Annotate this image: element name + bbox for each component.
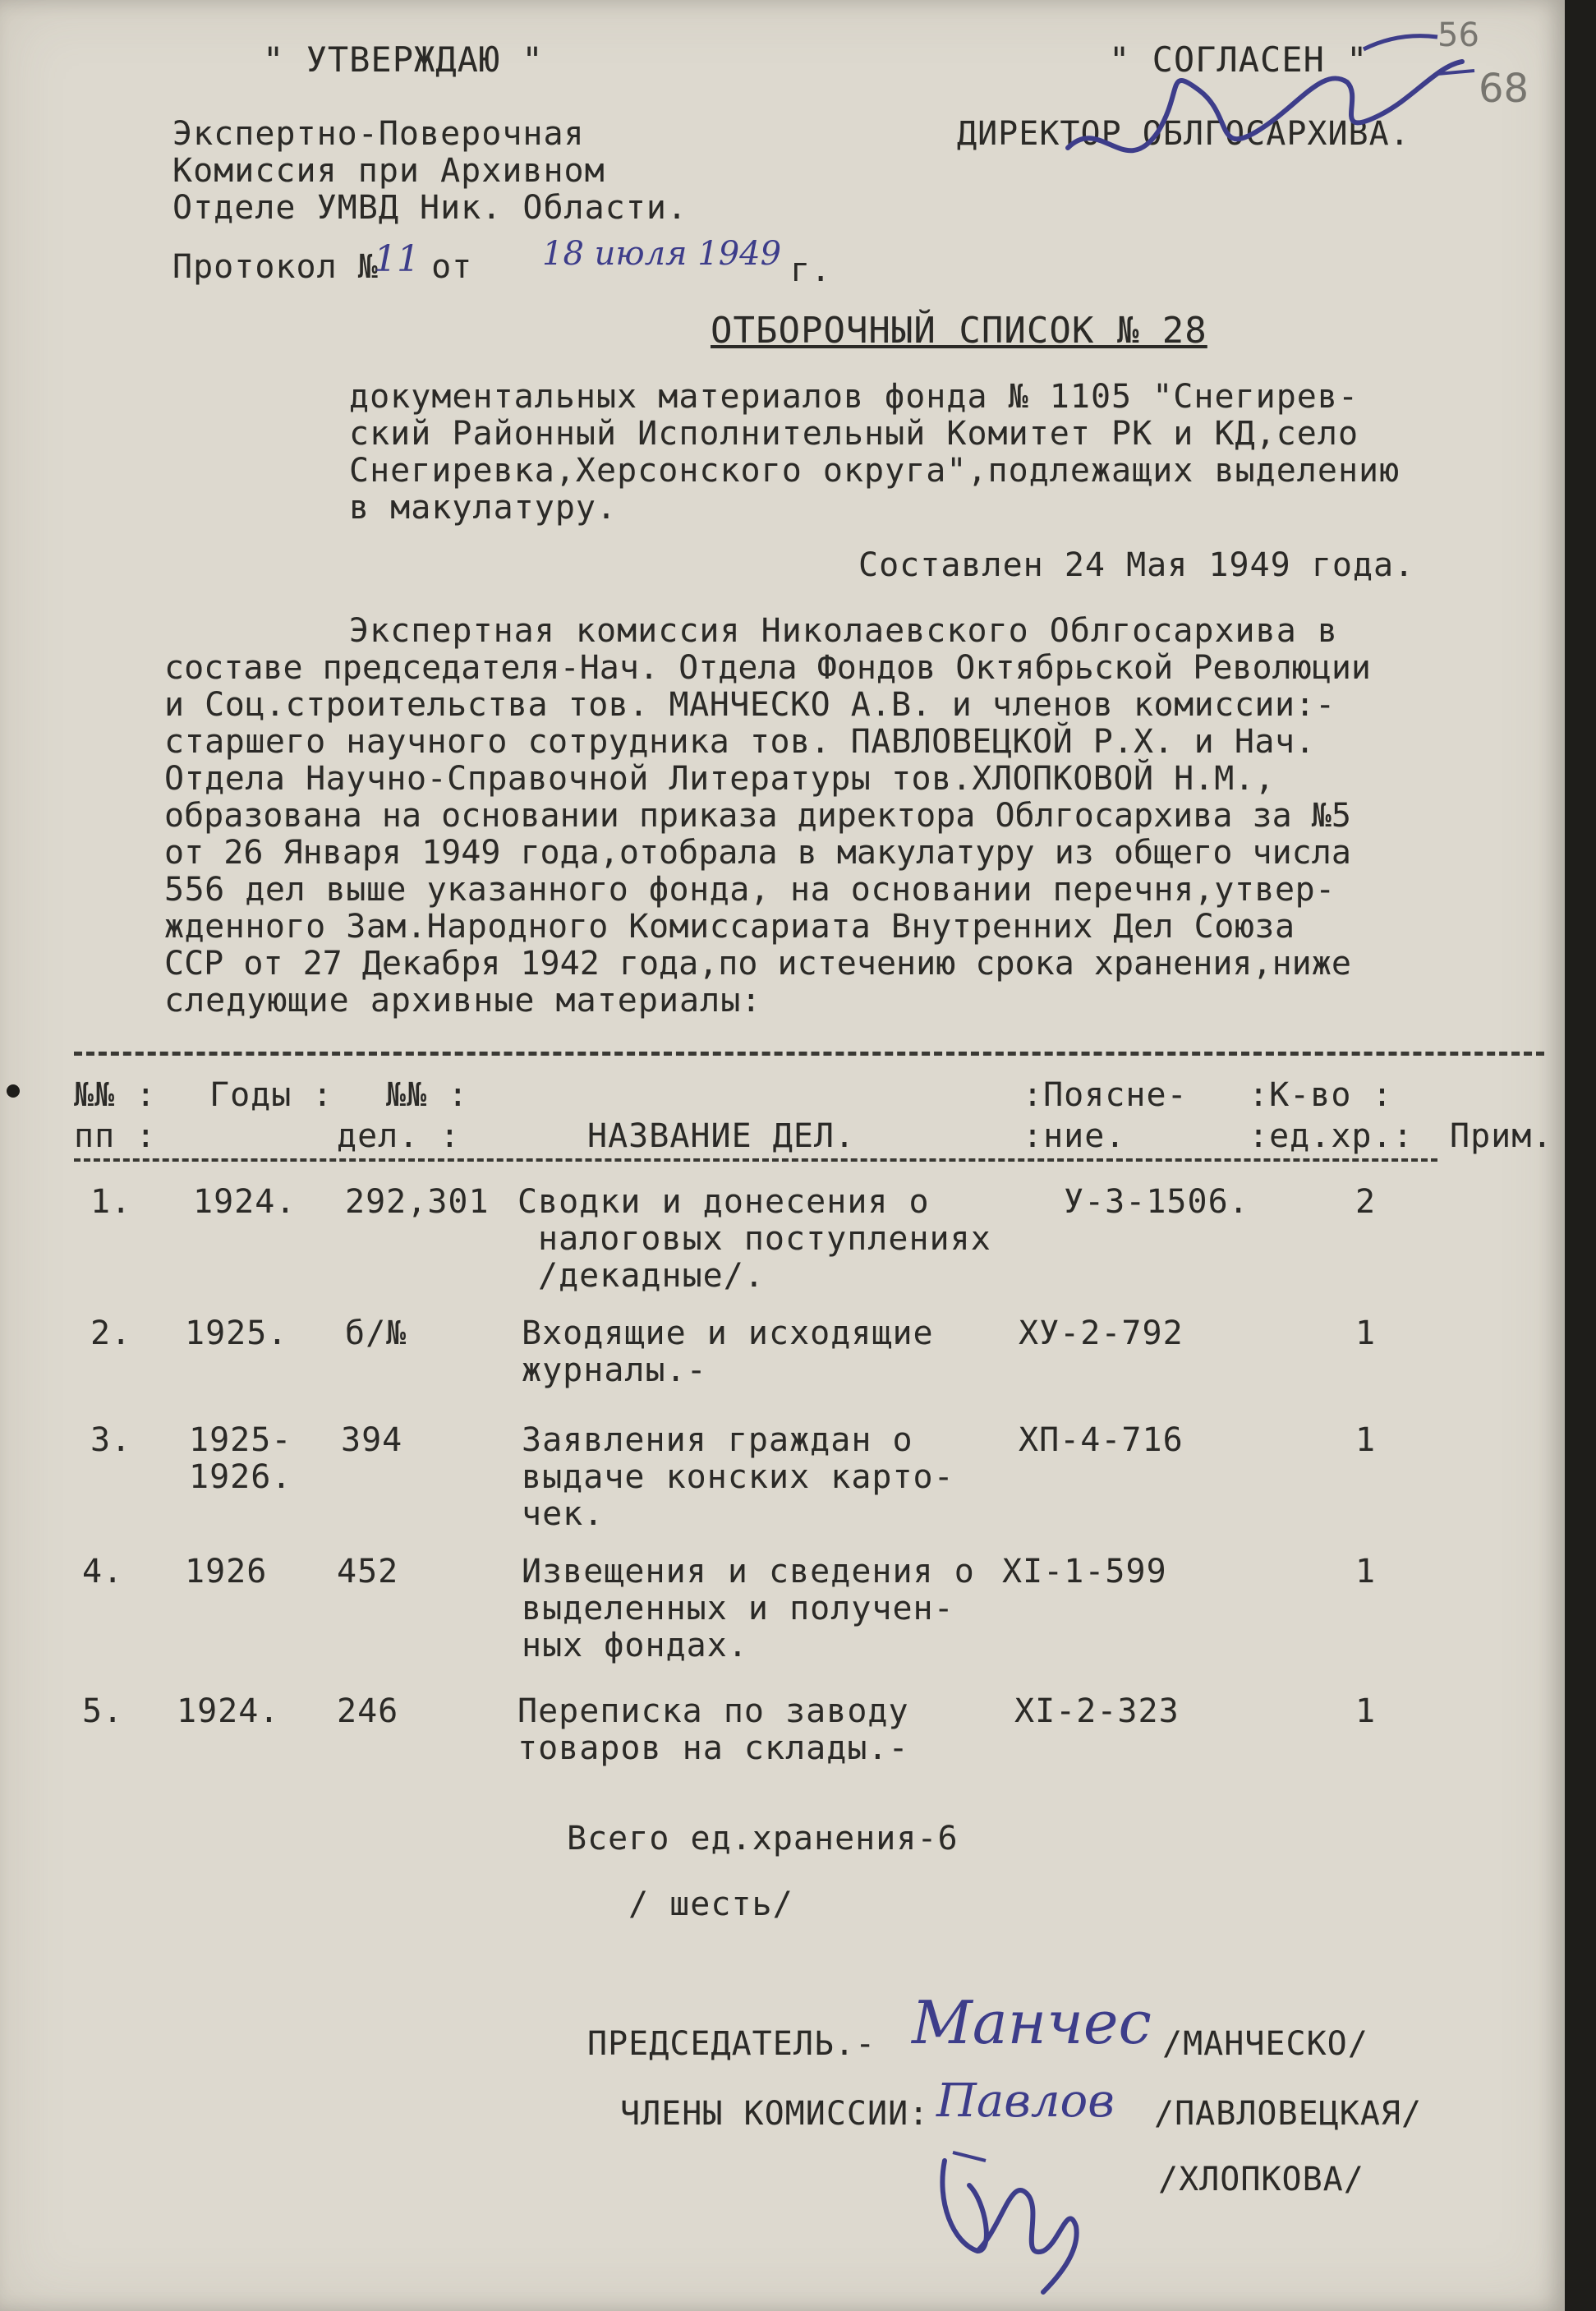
member1-signature: Павлов bbox=[936, 2074, 1115, 2128]
agreed-label: " СОГЛАСЕН " bbox=[1109, 39, 1368, 80]
member2-name: /ХЛОПКОВА/ bbox=[1158, 2161, 1364, 2198]
row-cases: 246 bbox=[337, 1692, 399, 1730]
row-title-line-1: Заявления граждан о bbox=[522, 1421, 913, 1459]
chairman-signature: Манчес bbox=[912, 1988, 1152, 2057]
members-label: ЧЛЕНЫ КОМИССИИ: bbox=[620, 2095, 930, 2133]
body-line-2: составе председателя-Нач. Отдела Фондов Октябрьской Революции bbox=[164, 649, 1372, 687]
row-notes: ХП-4-716 bbox=[1019, 1421, 1184, 1459]
row-years: 1925. bbox=[185, 1314, 288, 1352]
chairman-name: /МАНЧЕСКО/ bbox=[1162, 2025, 1368, 2063]
row-title-line-2: налоговых поступлениях bbox=[538, 1220, 991, 1258]
row-units: 1 bbox=[1355, 1553, 1377, 1591]
row-cases: 394 bbox=[341, 1421, 403, 1459]
header-cases-1: №№ : bbox=[386, 1076, 469, 1114]
row-cases: б/№ bbox=[345, 1314, 407, 1352]
approved-org-line-1: Экспертно-Поверочная bbox=[172, 115, 585, 153]
row-title-line-1: Переписка по заводу bbox=[517, 1692, 909, 1730]
row-cases: 292,301 bbox=[345, 1183, 490, 1221]
header-cases-2: дел. : bbox=[337, 1117, 461, 1155]
header-title: НАЗВАНИЕ ДЕЛ. bbox=[587, 1117, 856, 1155]
protocol-middle: от bbox=[411, 248, 494, 286]
header-remark: Прим. bbox=[1450, 1117, 1553, 1155]
punch-hole bbox=[7, 1084, 20, 1098]
total-units-words: / шесть/ bbox=[628, 1885, 793, 1923]
member2-signature bbox=[920, 2128, 1101, 2309]
row-units: 1 bbox=[1355, 1692, 1377, 1730]
director-signature bbox=[1051, 16, 1479, 181]
header-num-2: пп : bbox=[74, 1117, 157, 1155]
row-years: 1924. bbox=[177, 1692, 280, 1730]
subtitle-line-4: в макулатуру. bbox=[349, 489, 618, 527]
row-units: 2 bbox=[1355, 1183, 1377, 1221]
row-title-line-2: товаров на склады.- bbox=[517, 1729, 909, 1767]
row-years-line-1: 1925- bbox=[189, 1421, 292, 1459]
body-line-9: жденного Зам.Народного Комиссариата Внутренних Дел Союза bbox=[164, 908, 1295, 946]
compiled-date: Составлен 24 Мая 1949 года. bbox=[858, 546, 1415, 584]
member1-name: /ПАВЛОВЕЦКАЯ/ bbox=[1154, 2095, 1423, 2133]
row-years: 1926 bbox=[185, 1553, 268, 1591]
row-title-line-1: Входящие и исходящие bbox=[522, 1314, 934, 1352]
agreed-org: ДИРЕКТОР ОБЛГОСАРХИВА. bbox=[957, 115, 1410, 153]
row-notes: XI-1-599 bbox=[1002, 1553, 1167, 1591]
row-num: 2. bbox=[90, 1314, 132, 1352]
body-line-11: следующие архивные материалы: bbox=[164, 982, 762, 1020]
row-title-line-3: ных фондах. bbox=[522, 1627, 748, 1664]
body-line-4: старшего научного сотрудника тов. ПАВЛОВЕЦКОЙ Р.Х. и Нач. bbox=[164, 723, 1316, 761]
row-num: 4. bbox=[82, 1553, 124, 1591]
row-notes: ХУ-2-792 bbox=[1019, 1314, 1184, 1352]
table-top-rule bbox=[74, 1052, 1544, 1056]
header-bottom-rule bbox=[74, 1158, 1437, 1162]
row-notes: XI-2-323 bbox=[1014, 1692, 1180, 1730]
row-title-line-1: Извещения и сведения о bbox=[522, 1553, 975, 1591]
chairman-label: ПРЕДСЕДАТЕЛЬ.- bbox=[587, 2025, 876, 2063]
header-units-1: :К-во : bbox=[1249, 1076, 1393, 1114]
protocol-number: 11 bbox=[374, 238, 420, 280]
body-line-3: и Соц.строительства тов. МАНЧЕСКО А.В. и членов комиссии:- bbox=[164, 686, 1336, 724]
header-units-2: :ед.хр.: bbox=[1249, 1117, 1414, 1155]
row-years-line-2: 1926. bbox=[189, 1458, 292, 1496]
document-title: ОТБОРОЧНЫЙ СПИСОК № 28 bbox=[711, 310, 1207, 352]
protocol-prefix: Протокол № bbox=[172, 248, 379, 286]
row-title-line-2: выдаче конских карто- bbox=[522, 1458, 954, 1496]
header-num-1: №№ : bbox=[74, 1076, 157, 1114]
row-years: 1924. bbox=[193, 1183, 297, 1221]
row-num: 3. bbox=[90, 1421, 132, 1459]
body-line-7: от 26 Января 1949 года,отобрала в макулатуру из общего числа bbox=[164, 834, 1351, 872]
approved-org-line-2: Комиссия при Архивном bbox=[172, 152, 605, 190]
protocol-date: 18 июля 1949 bbox=[542, 235, 782, 273]
protocol-suffix: г. bbox=[790, 251, 832, 289]
body-line-8: 556 дел выше указанного фонда, на основании перечня,утвер- bbox=[164, 871, 1336, 909]
subtitle-line-2: ский Районный Исполнительный Комитет РК и КД,село bbox=[349, 415, 1359, 453]
row-units: 1 bbox=[1355, 1314, 1377, 1352]
body-line-10: ССР от 27 Декабря 1942 года,по истечению срока хранения,ниже bbox=[164, 945, 1351, 983]
body-line-1: Экспертная комиссия Николаевского Облгосархива в bbox=[349, 612, 1338, 650]
header-notes-2: :ние. bbox=[1023, 1117, 1126, 1155]
body-line-6: образована на основании приказа директора Облгосархива за №5 bbox=[164, 797, 1351, 835]
row-units: 1 bbox=[1355, 1421, 1377, 1459]
row-title-line-2: журналы.- bbox=[522, 1351, 707, 1389]
corner-number-1: 56 bbox=[1437, 16, 1479, 54]
subtitle-line-1: документальных материалов фонда № 1105 "Снегирев- bbox=[349, 378, 1359, 416]
total-units: Всего ед.хранения-6 bbox=[567, 1820, 959, 1858]
row-cases: 452 bbox=[337, 1553, 399, 1591]
approved-label: " УТВЕРЖДАЮ " bbox=[263, 39, 544, 80]
row-notes: У-3-1506. bbox=[1064, 1183, 1249, 1221]
subtitle-line-3: Снегиревка,Херсонского округа",подлежащих выделению bbox=[349, 452, 1401, 490]
corner-number-2: 68 bbox=[1479, 66, 1529, 112]
approved-org-line-3: Отделе УМВД Ник. Области. bbox=[172, 189, 688, 227]
row-num: 1. bbox=[90, 1183, 132, 1221]
row-title-line-1: Сводки и донесения о bbox=[517, 1183, 930, 1221]
row-title-line-2: выделенных и получен- bbox=[522, 1590, 954, 1627]
body-line-5: Отдела Научно-Справочной Литературы тов.ХЛОПКОВОЙ Н.М., bbox=[164, 760, 1276, 798]
row-num: 5. bbox=[82, 1692, 124, 1730]
row-title-line-3: чек. bbox=[522, 1495, 605, 1533]
protocol-line bbox=[172, 235, 912, 289]
row-title-line-3: /декадные/. bbox=[538, 1257, 765, 1295]
header-notes-1: :Поясне- bbox=[1023, 1076, 1188, 1114]
header-years: Годы : bbox=[209, 1076, 333, 1114]
